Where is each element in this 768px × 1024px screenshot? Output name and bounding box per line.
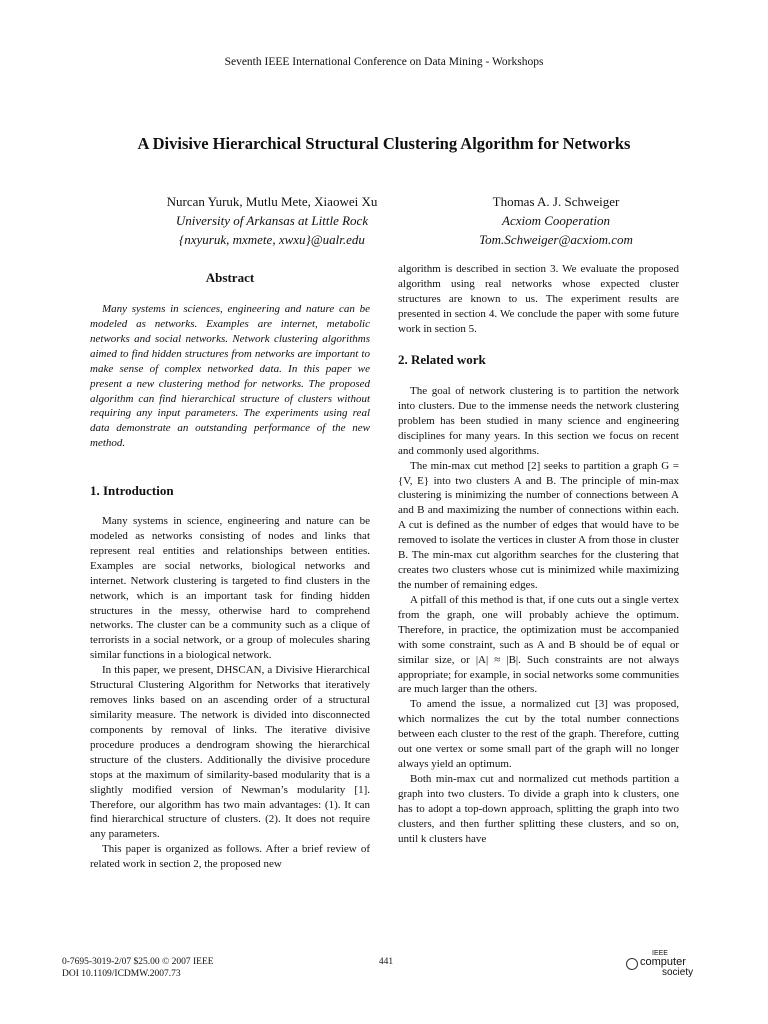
paragraph: This paper is organized as follows. After a brief review of related work in section 2, the proposed new [90,843,370,871]
paragraph: Many systems in science, engineering and nature can be modeled as networks consisting of nodes and links that represent real entities and relationships between entities. Examples are social networks, biological networks and internet. Network clustering is targeted to find clusters in the network, which is an important task for finding hidden structures in the messy, otherwise hard to comprehend networks. The cluster can be a community such as a clique of terrorists in a social network, or a group of molecules sharing similar functions in a biological network. [90,515,370,662]
author-names: Thomas A. J. Schweiger [492,194,620,209]
section-heading-related-work: 2. Related work [398,352,486,367]
paper-title: A Divisive Hierarchical Structural Clustering Algorithm for Networks [137,134,631,153]
author-block-2 [434,192,678,249]
author-affiliation: University of Arkansas at Little Rock [175,213,369,228]
conference-header: Seventh IEEE International Conference on Data Mining - Workshops [224,56,544,68]
paragraph: The min-max cut method [2] seeks to partition a graph G = {V, E} into two clusters A and B. The principle of min-max clustering is minimizing the number of connections between A and B and maximizing the number of connections within each. A cut is defined as the number of edges that would have to be removed to isolate the vertices in cluster A from those in cluster B. The min-max cut algorithm searches for the clustering that creates two clusters whose cut is minimized while maximizing the number of remaining edges. [398,459,679,591]
author-block-1 [140,192,404,249]
introduction-body [90,514,370,872]
author-email: {nxyuruk, mxmete, xwxu}@ualr.edu [179,232,365,247]
paragraph: In this paper, we present, DHSCAN, a Divisive Hierarchical Structural Clustering Algorithm for Networks that iteratively removes links based on an ascending order of a structural similarity measure. The network is divided into disconnected components by removal of links. The iterative divisive procedure produces a dendrogram showing the hierarchical structure of the clusters. Additionally the divisive procedure stops at the maximum of similarity-based modularity that is a slightly modified version of Newman’s modularity [1]. Therefore, our algorithm has two main advantages: (1). It can find hierarchical structure of clusters. (2). It does not require any parameters. [90,664,370,841]
author-names: Nurcan Yuruk, Mutlu Mete, Xiaowei Xu [166,194,378,209]
footer-isbn: 0-7695-3019-2/07 $25.00 © 2007 IEEE [62,957,214,967]
section-heading-introduction: 1. Introduction [90,483,174,498]
paragraph: Both min-max cut and normalized cut methods partition a graph into two clusters. To divide a graph into k clusters, one has to adopt a top-down approach, splitting the graph into two clusters, and then further splitting these clusters, and so on, until k clusters have [398,772,679,845]
ieee-computer-society-logo: IEEE computer society [622,950,712,980]
paragraph: algorithm is described in section 3. We evaluate the proposed algorithm using real networks whose expected cluster structures are known to us. The experiment results are presented in section 4. We conclude the paper with some future work in section 5. [398,263,679,335]
abstract-text: Many systems in sciences, engineering and nature can be modeled as networks. Examples are internet, metabolic networks and social networks. Network clustering algorithms aimed to find hidden structures from networks are important to make sense of complex networked data. In this paper we present a new clustering method for networks. The proposed algorithm can find hierarchical structure of clusters without requiring any input parameters. The experiments using real data demonstrate an outstanding performance of the new method. [90,303,370,450]
abstract-heading: Abstract [205,270,255,285]
footer-doi: DOI 10.1109/ICDMW.2007.73 [62,969,181,979]
footer-copyright [62,956,214,980]
introduction-continuation [398,262,679,337]
paragraph: To amend the issue, a normalized cut [3] was proposed, which normalizes the cut by the total number connections between each cluster to the rest of the graph. Therefore, cutting out one vertex or some small part of the graph will no longer always yield an optimum. [398,698,679,771]
paragraph: A pitfall of this method is that, if one cuts out a single vertex from the graph, one will probably achieve the optimum. Therefore, in practice, the optimization must be accompanied with some constraint, such as A and B should be of equal or similar size, or |A| ≈ |B|. Such constraints are not always appropriate; for example, in social networks some communities are much larger than the others. [398,593,679,696]
paragraph: The goal of network clustering is to partition the network into clusters. Due to the immense needs the network clustering problem has been studied in many science and engineering disciplines for many years. In this section we focus on recent and commonly used algorithms. [398,385,679,457]
globe-icon [626,958,638,970]
author-affiliation: Acxiom Cooperation [502,213,610,228]
author-email: Tom.Schweiger@acxiom.com [479,232,633,247]
page-number: 441 [378,957,394,967]
abstract-body [90,302,370,451]
related-work-body [398,384,679,847]
